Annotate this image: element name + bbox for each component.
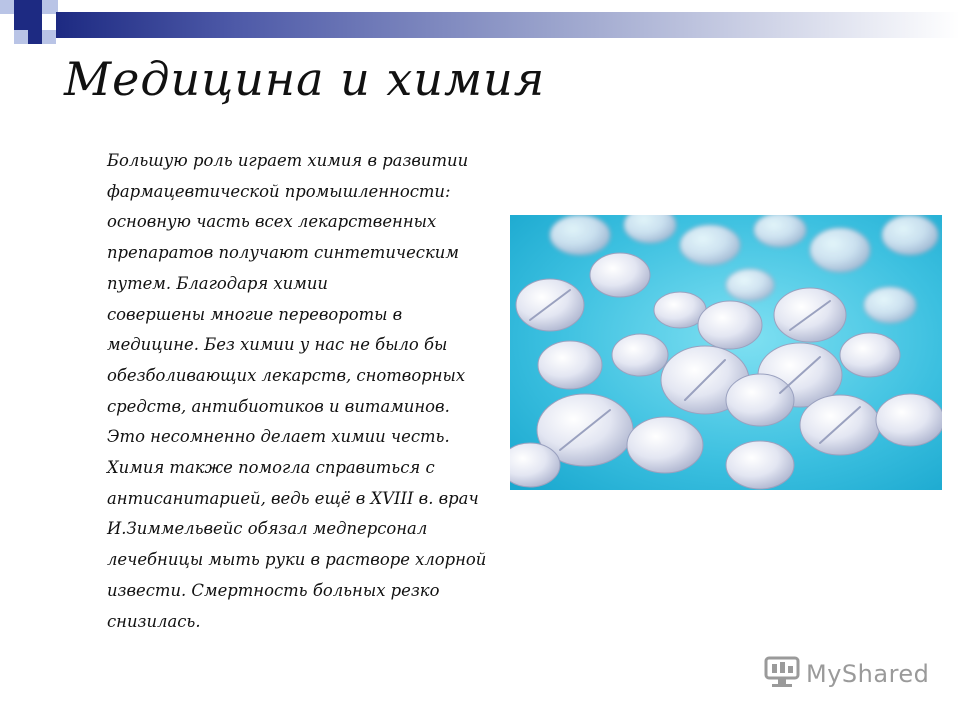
decor-square [0, 0, 14, 14]
monitor-icon [764, 655, 800, 693]
watermark-text: MyShared [806, 660, 930, 688]
decor-square [28, 30, 42, 44]
slide-title: Медицина и химия [64, 52, 546, 106]
decor-square [14, 0, 42, 30]
decor-square [42, 30, 56, 44]
decor-square [14, 30, 28, 44]
slide-body-text: Большую роль играет химия в развитии фармацевтической промышленности: основную часть всех лекарственных препаратов получают синтетическим путем. Благодаря химии совершены многие перевороты в медицине. Без химии у нас не было бы обезболивающих лекарств, снотворных средств, антибиотиков и витаминов. Это несомненно делает химии честь. Химия также помогла справиться с антисанитарией, ведь ещё в XVIII в. врач И.Зиммельвейс обязал медперсонал лечебницы мыть руки в растворе хлорной извести. Смертность больных резко снизилась. [107, 151, 487, 631]
header-gradient-bar [56, 12, 960, 38]
myshared-watermark [764, 654, 929, 694]
pills-photo [510, 215, 942, 490]
